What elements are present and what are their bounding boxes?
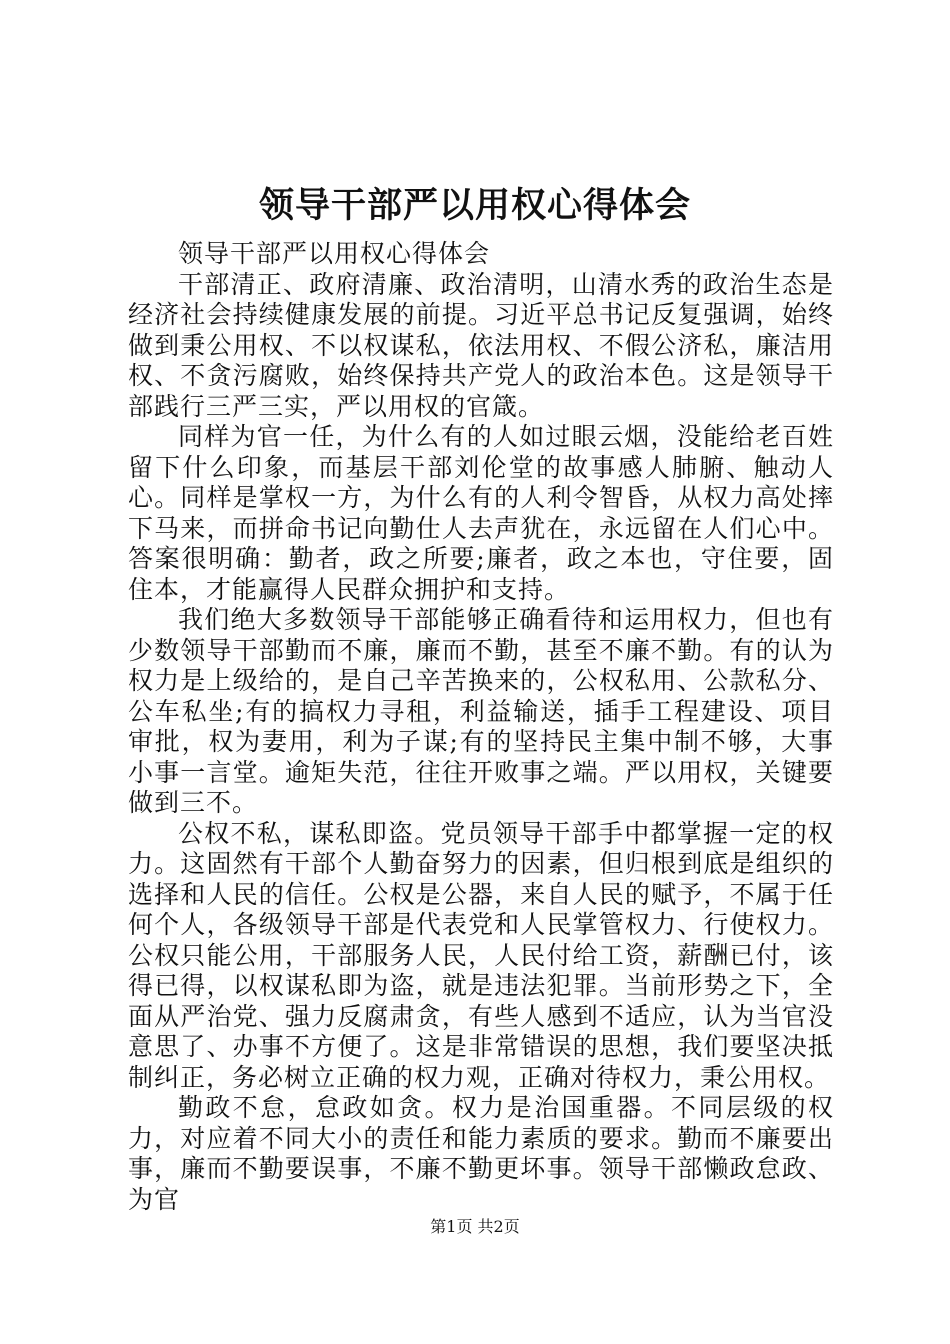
page-number-footer: 第1页 共2页 <box>430 1217 520 1236</box>
paragraph: 我们绝大多数领导干部能够正确看待和运用权力，但也有少数领导干部勤而不廉，廉而不勤，甚至不廉不勤。有的认为权力是上级给的，是自己辛苦换来的，公权私用、公款私分、公车私坐;有的搞权力寻租，利益输送，插手工程建设、项目审批，权为妻用，利为子谋;有的坚持民主集中制不够，大事小事一言堂。逾矩失范，往往开败事之端。严以用权，关键要做到三不。 <box>128 605 834 817</box>
document-title: 领导干部严以用权心得体会 <box>258 185 691 226</box>
paragraph: 勤政不怠，怠政如贪。权力是治国重器。不同层级的权力，对应着不同大小的责任和能力素质的要求。勤而不廉要出事，廉而不勤要误事，不廉不勤更坏事。领导干部懒政怠政、为官 <box>128 1093 834 1214</box>
paragraph: 公权不私，谋私即盗。党员领导干部手中都掌握一定的权力。这固然有干部个人勤奋努力的因素，但归根到底是组织的选择和人民的信任。公权是公器，来自人民的赋予，不属于任何个人，各级领导干部是代表党和人民掌管权力、行使权力。公权只能公用，干部服务人民，人民付给工资，薪酬已付，该得已得，以权谋私即为盗，就是违法犯罪。当前形势之下，全面从严治党、强力反腐肃贪，有些人感到不适应，认为当官没意思了、办事不方便了。这是非常错误的思想，我们要坚决抵制纠正，务必树立正确的权力观，正确对待权力，秉公用权。 <box>128 818 834 1092</box>
paragraph: 同样为官一任，为什么有的人如过眼云烟，没能给老百姓留下什么印象，而基层干部刘伦堂的故事感人肺腑、触动人心。同样是掌权一方，为什么有的人利令智昏，从权力高处摔下马来，而拼命书记向勤仕人去声犹在，永远留在人们心中。答案很明确：勤者，政之所要;廉者，政之本也，守住要，固住本，才能赢得人民群众拥护和支持。 <box>128 422 834 604</box>
document-body <box>128 239 834 1215</box>
paragraph: 干部清正、政府清廉、政治清明，山清水秀的政治生态是经济社会持续健康发展的前提。习近平总书记反复强调，始终做到秉公用权、不以权谋私，依法用权、不假公济私，廉洁用权、不贪污腐败，始终保持共产党人的政治本色。这是领导干部践行三严三实，严以用权的官箴。 <box>128 269 834 421</box>
paragraph-subtitle: 领导干部严以用权心得体会 <box>178 239 491 268</box>
